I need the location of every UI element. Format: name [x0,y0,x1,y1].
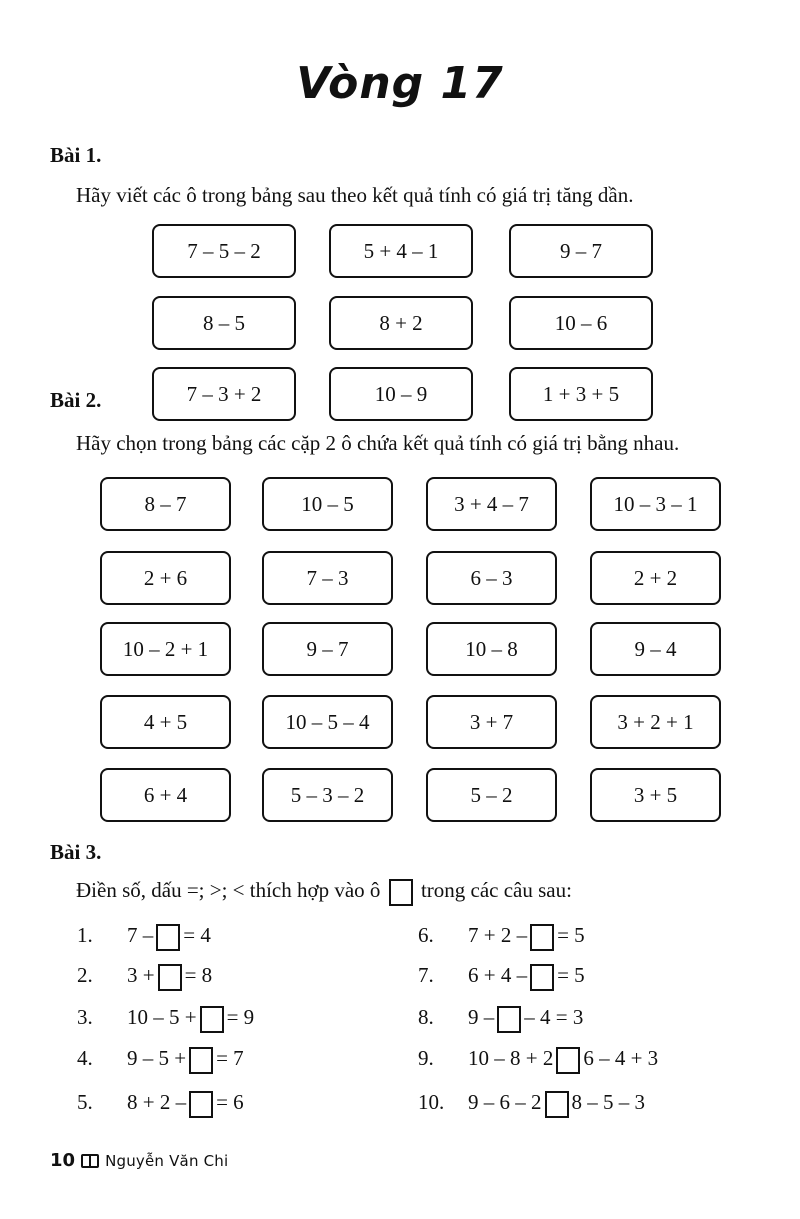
bai2-box: 2 + 2 [590,551,721,605]
exercise-before: 9 – 6 – 2 [468,1090,542,1114]
page-footer [50,1150,228,1171]
exercise-number: 8. [418,1005,434,1029]
bai2-box: 3 + 2 + 1 [590,695,721,749]
exercise-before: 7 + 2 – [468,923,528,947]
bai3-instruction-before: Điền số, dấu =; >; < thích hợp vào ô [76,878,381,902]
book-icon [81,1154,99,1168]
answer-box-icon [389,879,413,906]
exercise-number: 1. [77,923,93,947]
bai2-box: 9 – 4 [590,622,721,676]
bai2-box: 4 + 5 [100,695,231,749]
answer-box[interactable] [530,964,554,991]
bai1-box: 1 + 3 + 5 [509,367,653,421]
exercise-after: = 9 [226,1005,255,1029]
bai3-heading: Bài 3. [50,840,102,864]
answer-box[interactable] [189,1091,213,1118]
answer-box[interactable] [530,924,554,951]
exercise-after: = 5 [557,963,585,987]
answer-box[interactable] [200,1006,224,1033]
exercise-item [77,923,211,951]
bai3-instruction [76,878,572,906]
exercise-item [418,923,585,951]
exercise-item [418,963,585,991]
exercise-number: 3. [77,1005,93,1029]
exercise-item [77,1005,254,1033]
bai2-box: 10 – 3 – 1 [590,477,721,531]
exercise-after: = 8 [184,963,213,987]
bai2-box: 5 – 2 [426,768,557,822]
exercise-number: 5. [77,1090,93,1114]
exercise-item [77,1090,244,1118]
bai2-box: 5 – 3 – 2 [262,768,393,822]
exercise-item [418,1046,658,1074]
exercise-number: 6. [418,923,434,947]
bai2-box: 9 – 7 [262,622,393,676]
exercise-number: 4. [77,1046,93,1070]
bai2-box: 10 – 2 + 1 [100,622,231,676]
bai1-box: 8 – 5 [152,296,296,350]
bai2-box: 6 + 4 [100,768,231,822]
bai2-heading: Bài 2. [50,388,102,412]
exercise-after: 6 – 4 + 3 [583,1046,659,1070]
exercise-before: 10 – 5 + [127,1005,197,1029]
exercise-item [77,963,212,991]
exercise-before: 8 + 2 – [127,1090,187,1114]
exercise-after: = 5 [557,923,585,947]
answer-box[interactable] [158,964,182,991]
bai2-box: 3 + 5 [590,768,721,822]
exercise-number: 10. [418,1090,445,1114]
exercise-number: 7. [418,963,434,987]
answer-box[interactable] [189,1047,213,1074]
exercise-item [77,1046,244,1074]
exercise-before: 10 – 8 + 2 [468,1046,554,1070]
exercise-before: 9 – 5 + [127,1046,187,1070]
bai1-box: 8 + 2 [329,296,473,350]
bai2-box: 10 – 8 [426,622,557,676]
bai1-box: 9 – 7 [509,224,653,278]
bai2-box: 6 – 3 [426,551,557,605]
exercise-before: 6 + 4 – [468,963,528,987]
exercise-item [418,1090,645,1118]
bai1-box: 7 – 5 – 2 [152,224,296,278]
bai2-box: 8 – 7 [100,477,231,531]
bai1-box: 5 + 4 – 1 [329,224,473,278]
exercise-before: 7 – [127,923,154,947]
bai3-instruction-after: trong các câu sau: [420,878,572,902]
exercise-item [418,1005,583,1033]
bai2-box: 10 – 5 [262,477,393,531]
bai2-box: 2 + 6 [100,551,231,605]
bai1-box: 7 – 3 + 2 [152,367,296,421]
bai2-box: 7 – 3 [262,551,393,605]
bai2-box: 3 + 4 – 7 [426,477,557,531]
exercise-after: = 7 [216,1046,244,1070]
bai1-heading: Bài 1. [50,143,102,167]
exercise-after: = 6 [216,1090,244,1114]
bai1-instruction: Hãy viết các ô trong bảng sau theo kết quả tính có giá trị tăng dần. [76,183,634,207]
exercise-before: 3 + [127,963,155,987]
exercise-after: 8 – 5 – 3 [571,1090,645,1114]
bai2-box: 3 + 7 [426,695,557,749]
exercise-after: = 4 [183,923,211,947]
bai1-box: 10 – 6 [509,296,653,350]
exercise-number: 9. [418,1046,434,1070]
author-name: Nguyễn Văn Chi [105,1151,229,1170]
bai1-box: 10 – 9 [329,367,473,421]
exercise-before: 9 – [468,1005,495,1029]
answer-box[interactable] [545,1091,569,1118]
answer-box[interactable] [556,1047,580,1074]
page-number: 10 [50,1150,76,1171]
exercise-number: 2. [77,963,93,987]
exercise-after: – 4 = 3 [524,1005,584,1029]
page-title: Vòng 17 [296,58,504,109]
bai2-box: 10 – 5 – 4 [262,695,393,749]
answer-box[interactable] [156,924,180,951]
bai2-instruction: Hãy chọn trong bảng các cặp 2 ô chứa kết quả tính có giá trị bằng nhau. [76,431,680,455]
answer-box[interactable] [497,1006,521,1033]
